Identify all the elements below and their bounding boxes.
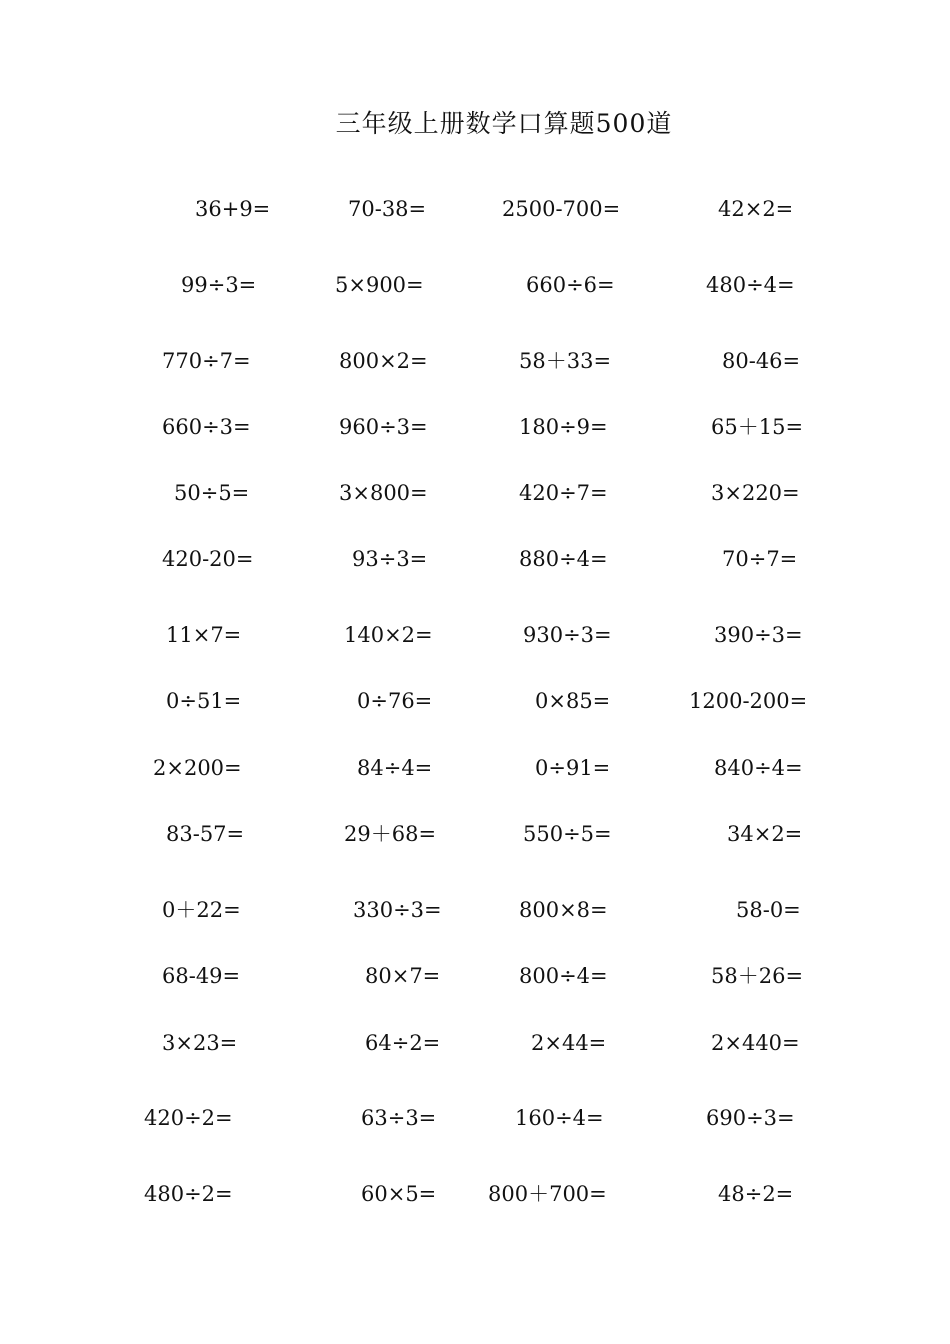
problem-r6-c3: 880÷4= [519, 547, 608, 571]
problem-r1-c4: 42×2= [718, 197, 794, 221]
problem-r13-c1: 3×23= [162, 1031, 238, 1055]
problem-r3-c1: 770÷7= [162, 349, 251, 373]
problem-r5-c4: 3×220= [711, 481, 800, 505]
problem-r6-c2: 93÷3= [352, 547, 428, 571]
problem-r12-c2: 80×7= [365, 964, 441, 988]
problem-r3-c2: 800×2= [339, 349, 428, 373]
problem-r6-c4: 70÷7= [722, 547, 798, 571]
problem-r8-c2: 0÷76= [357, 689, 433, 713]
problem-r15-c1: 480÷2= [144, 1182, 233, 1206]
problem-r13-c3: 2×44= [531, 1031, 607, 1055]
problem-r6-c1: 420-20= [162, 547, 254, 571]
problem-r13-c2: 64÷2= [365, 1031, 441, 1055]
problem-r10-c4: 34×2= [727, 822, 803, 846]
problem-r9-c2: 84÷4= [357, 756, 433, 780]
problem-r2-c3: 660÷6= [526, 273, 615, 297]
problem-r15-c4: 48÷2= [718, 1182, 794, 1206]
problem-r8-c1: 0÷51= [166, 689, 242, 713]
problem-r12-c1: 68-49= [162, 964, 241, 988]
problem-r2-c4: 480÷4= [706, 273, 795, 297]
problem-r8-c3: 0×85= [535, 689, 611, 713]
problem-r5-c3: 420÷7= [519, 481, 608, 505]
problem-r4-c4: 65＋15= [711, 415, 804, 439]
problem-r3-c3: 58＋33= [519, 349, 612, 373]
problem-r12-c3: 800÷4= [519, 964, 608, 988]
problem-r9-c3: 0÷91= [535, 756, 611, 780]
problem-r4-c1: 660÷3= [162, 415, 251, 439]
problem-r5-c2: 3×800= [339, 481, 428, 505]
problem-r11-c3: 800×8= [519, 898, 608, 922]
problem-r11-c2: 330÷3= [353, 898, 442, 922]
problem-r1-c1: 36+9= [195, 197, 271, 221]
page-title: 三年级上册数学口算题500道 [335, 109, 673, 138]
problem-r5-c1: 50÷5= [174, 481, 250, 505]
problem-r7-c2: 140×2= [344, 623, 433, 647]
problem-r7-c3: 930÷3= [523, 623, 612, 647]
problem-r2-c2: 5×900= [335, 273, 424, 297]
problem-r11-c1: 0＋22= [162, 898, 241, 922]
problem-r12-c4: 58＋26= [711, 964, 804, 988]
problem-r13-c4: 2×440= [711, 1031, 800, 1055]
problem-r4-c3: 180÷9= [519, 415, 608, 439]
problem-r10-c3: 550÷5= [523, 822, 612, 846]
problem-r14-c4: 690÷3= [706, 1106, 795, 1130]
problem-r14-c1: 420÷2= [144, 1106, 233, 1130]
problem-r10-c2: 29＋68= [344, 822, 437, 846]
problem-r15-c3: 800＋700= [488, 1182, 607, 1206]
problem-r7-c1: 11×7= [166, 623, 242, 647]
problem-r11-c4: 58-0= [736, 898, 801, 922]
problem-r9-c4: 840÷4= [714, 756, 803, 780]
problem-r4-c2: 960÷3= [339, 415, 428, 439]
problem-r3-c4: 80-46= [722, 349, 801, 373]
problem-r1-c2: 70-38= [348, 197, 427, 221]
problem-r15-c2: 60×5= [361, 1182, 437, 1206]
problem-r1-c3: 2500-700= [502, 197, 621, 221]
problem-r14-c3: 160÷4= [515, 1106, 604, 1130]
problem-r9-c1: 2×200= [153, 756, 242, 780]
problem-r2-c1: 99÷3= [181, 273, 257, 297]
problem-r10-c1: 83-57= [166, 822, 245, 846]
problem-r14-c2: 63÷3= [361, 1106, 437, 1130]
problem-r8-c4: 1200-200= [689, 689, 808, 713]
problem-r7-c4: 390÷3= [714, 623, 803, 647]
